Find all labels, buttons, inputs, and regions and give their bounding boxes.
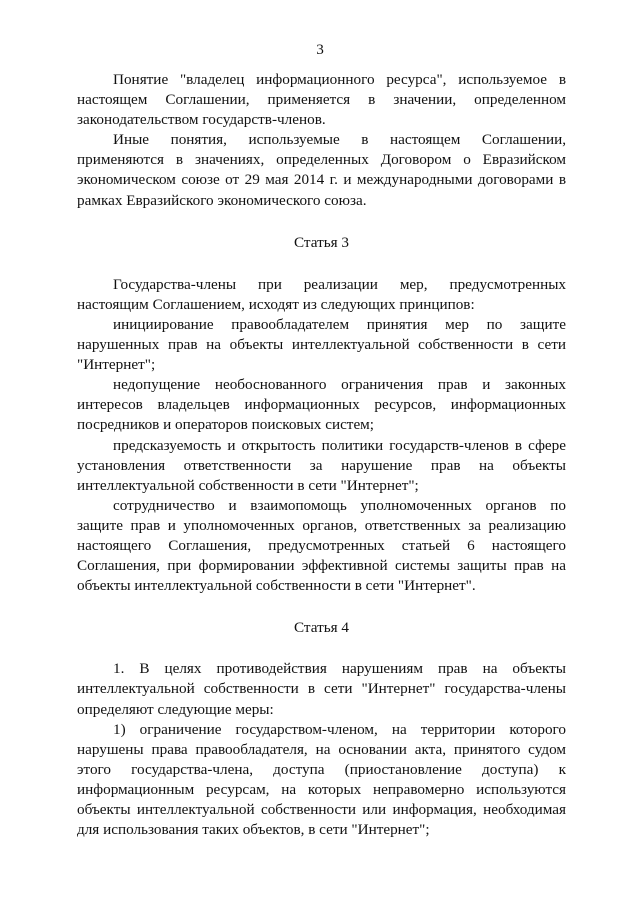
article-3-paragraph-1: Государства-члены при реализации мер, предусмотренных настоящим Соглашением, исходят из следующих принципов:: [77, 275, 566, 313]
article-4-paragraph-2: 1) ограничение государством-членом, на территории которого нарушены права правообладателя, на основании акта, принятого судом этого государства-члена, доступа (приостановление доступа) к информационным ресурсам, на которых неправомерно используются объекты интеллектуальной собственности или информация, необходимая для использования таких объектов, в сети "Интернет";: [77, 720, 566, 839]
article-3-paragraph-3: недопущение необоснованного ограничения прав и законных интересов владельцев информационных ресурсов, информационных посредников и операторов поисковых систем;: [77, 376, 566, 434]
article-3-paragraph-2: инициирование правообладателем принятия мер по защите нарушенных прав на объекты интеллектуальной собственности в сети "Интернет";: [77, 315, 566, 374]
article-4-heading: Статья 4: [293, 619, 350, 637]
page-number: 3: [316, 41, 324, 58]
article-3-paragraph-5: сотрудничество и взаимопомощь уполномоченных органов по защите прав и уполномоченных органов, ответственных за реализацию настоящего Соглашения, предусмотренных статьей 6 настоящего Соглашения, при формировании эффективной системы защиты прав на объекты интеллектуальной собственности в сети "Интернет".: [77, 496, 566, 595]
article-4-paragraph-1: 1. В целях противодействия нарушениям прав на объекты интеллектуальной собственности в сети "Интернет" государства-члены определяют следующие меры:: [77, 660, 566, 718]
document-body: [77, 70, 566, 840]
article-3-paragraph-4: предсказуемость и открытость политики государств-членов в сфере установления ответственности за нарушение прав на объекты интеллектуальной собственности в сети "Интернет";: [77, 436, 566, 494]
intro-paragraph-2: Иные понятия, используемые в настоящем Соглашении, применяются в значениях, определенных Договором о Евразийском экономическом союзе от 29 мая 2014 г. и международными договорами в рамках Евразийского экономического союза.: [77, 131, 566, 209]
intro-paragraph-1: Понятие "владелец информационного ресурса", используемое в настоящем Соглашении, применяется в значении, определенном законодательством государств-членов.: [77, 71, 566, 129]
article-3-heading: Статья 3: [293, 233, 350, 251]
